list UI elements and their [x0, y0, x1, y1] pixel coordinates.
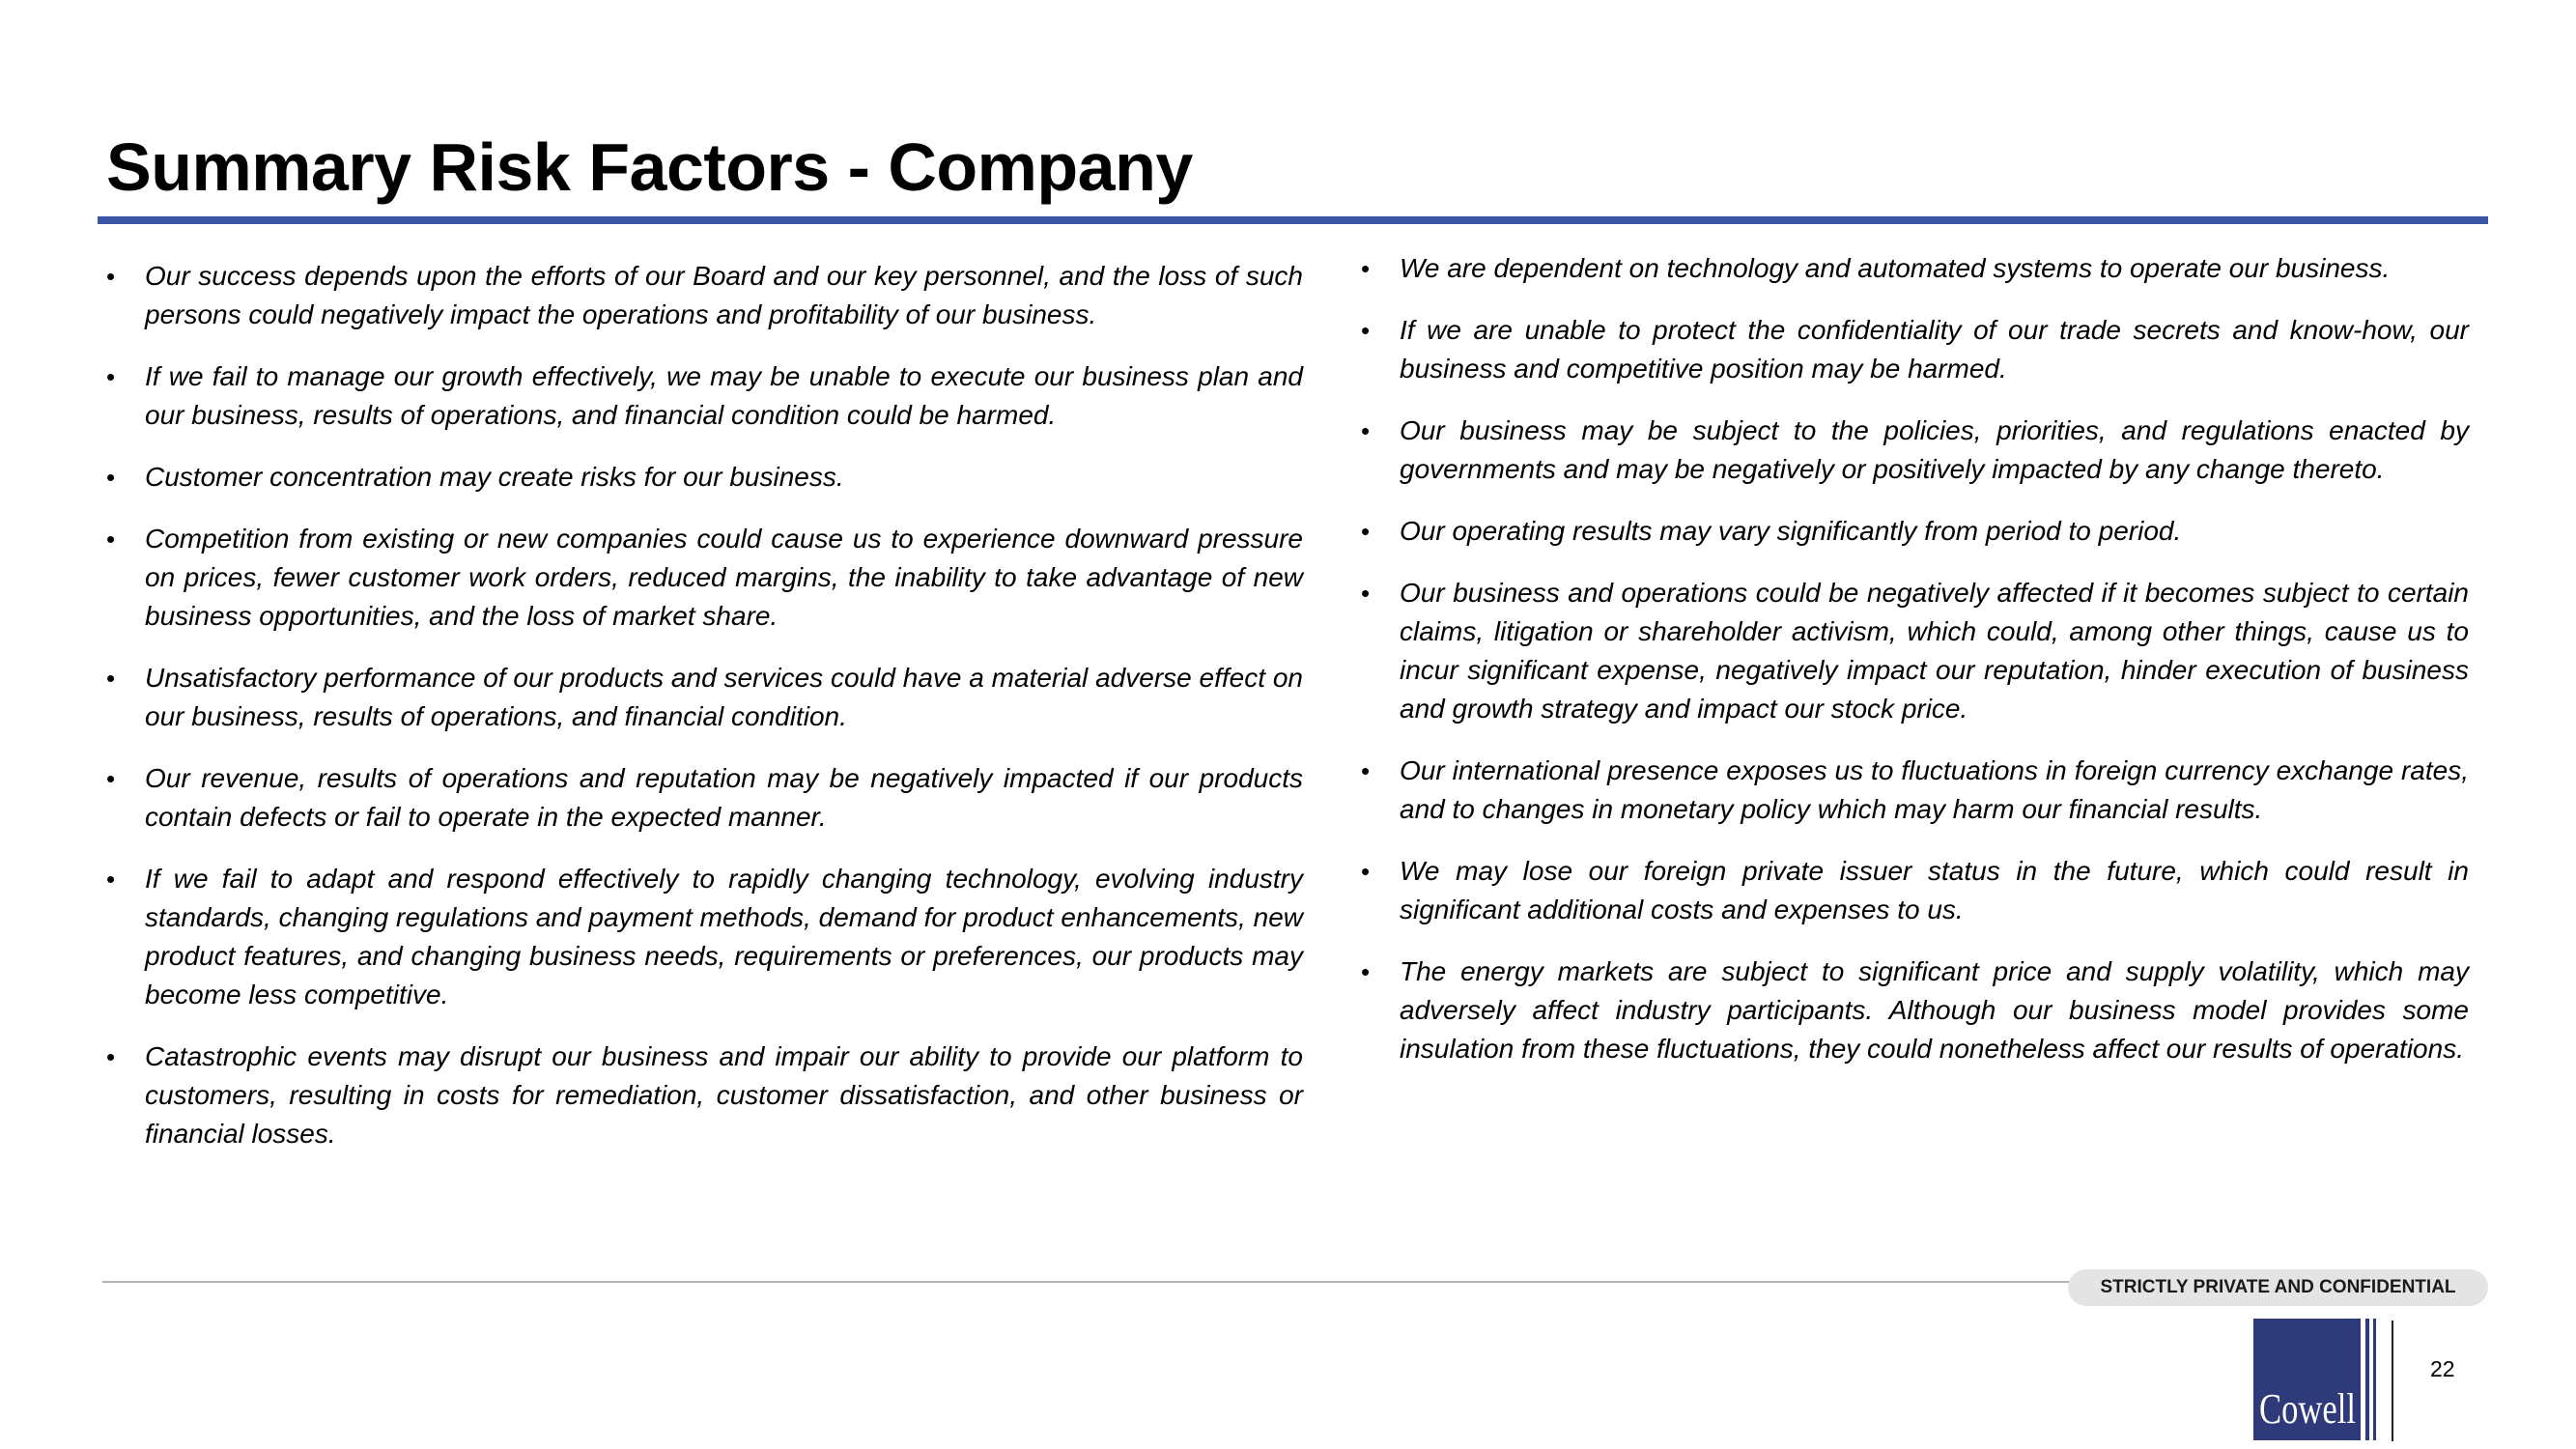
page-number: 22	[2430, 1356, 2455, 1381]
risk-item: • We may lose our foreign private issuer status in the future, which could result in significant additional costs and expenses to us.	[1400, 852, 2469, 929]
page-title: Summary Risk Factors - Company	[106, 129, 1193, 205]
risk-item: • If we fail to manage our growth effectively, we may be unable to execute our business plan and our business, results of operations, and financial condition could be harmed.	[145, 357, 1303, 435]
confidential-badge: STRICTLY PRIVATE AND CONFIDENTIAL	[2068, 1269, 2488, 1306]
risk-item: • Our revenue, results of operations and reputation may be negatively impacted if our products contain defects or fail to operate in the expected manner.	[145, 759, 1303, 837]
logo-divider	[2392, 1321, 2393, 1441]
risk-item: • If we are unable to protect the confidentiality of our trade secrets and know-how, our business and competitive position may be harmed.	[1400, 311, 2469, 388]
risk-item: • If we fail to adapt and respond effectively to rapidly changing technology, evolving industry standards, changing regulations and payment methods, demand for product enhancements, new product features, and changing business needs, requirements or preferences, our products may become less competitive.	[145, 860, 1303, 1014]
title-underline	[98, 216, 2488, 224]
risk-item: • Our success depends upon the efforts of our Board and our key personnel, and the loss of such persons could negatively impact the operations and profitability of our business.	[145, 257, 1303, 334]
risk-item: • Our business and operations could be negatively affected if it becomes subject to certain claims, litigation or shareholder activism, which could, among other things, cause us to incur significant expense, negatively impact our reputation, hinder execution of business and growth strategy and impact our stock price.	[1400, 574, 2469, 728]
risk-item: • Our international presence exposes us to fluctuations in foreign currency exchange rates, and to changes in monetary policy which may harm our financial results.	[1400, 752, 2469, 829]
risk-item: • Unsatisfactory performance of our products and services could have a material adverse effect on our business, results of operations, and financial condition.	[145, 659, 1303, 736]
risk-item: • We are dependent on technology and automated systems to operate our business.	[1400, 249, 2469, 288]
company-logo	[2253, 1319, 2376, 1440]
risk-item: • Our operating results may vary significantly from period to period.	[1400, 512, 2469, 551]
logo-wordmark: Cowell	[2259, 1385, 2356, 1433]
risk-item: • Competition from existing or new companies could cause us to experience downward pressure on prices, fewer customer work orders, reduced margins, the inability to take advantage of new business opportunities, and the loss of market share.	[145, 520, 1303, 636]
risk-list-left	[145, 257, 1303, 1177]
footer-divider	[102, 1281, 2140, 1283]
risk-item: • Customer concentration may create risks for our business.	[145, 458, 1303, 497]
risk-list-right	[1400, 249, 2469, 1092]
risk-item: • Catastrophic events may disrupt our business and impair our ability to provide our platform to customers, resulting in costs for remediation, customer dissatisfaction, and other business or financial losses.	[145, 1037, 1303, 1153]
risk-item: • The energy markets are subject to significant price and supply volatility, which may adversely affect industry participants. Although our business model provides some insulation from these fluctuations, they could nonetheless affect our results of operations.	[1400, 952, 2469, 1068]
risk-item: • Our business may be subject to the policies, priorities, and regulations enacted by governments and may be negatively or positively impacted by any change thereto.	[1400, 412, 2469, 489]
